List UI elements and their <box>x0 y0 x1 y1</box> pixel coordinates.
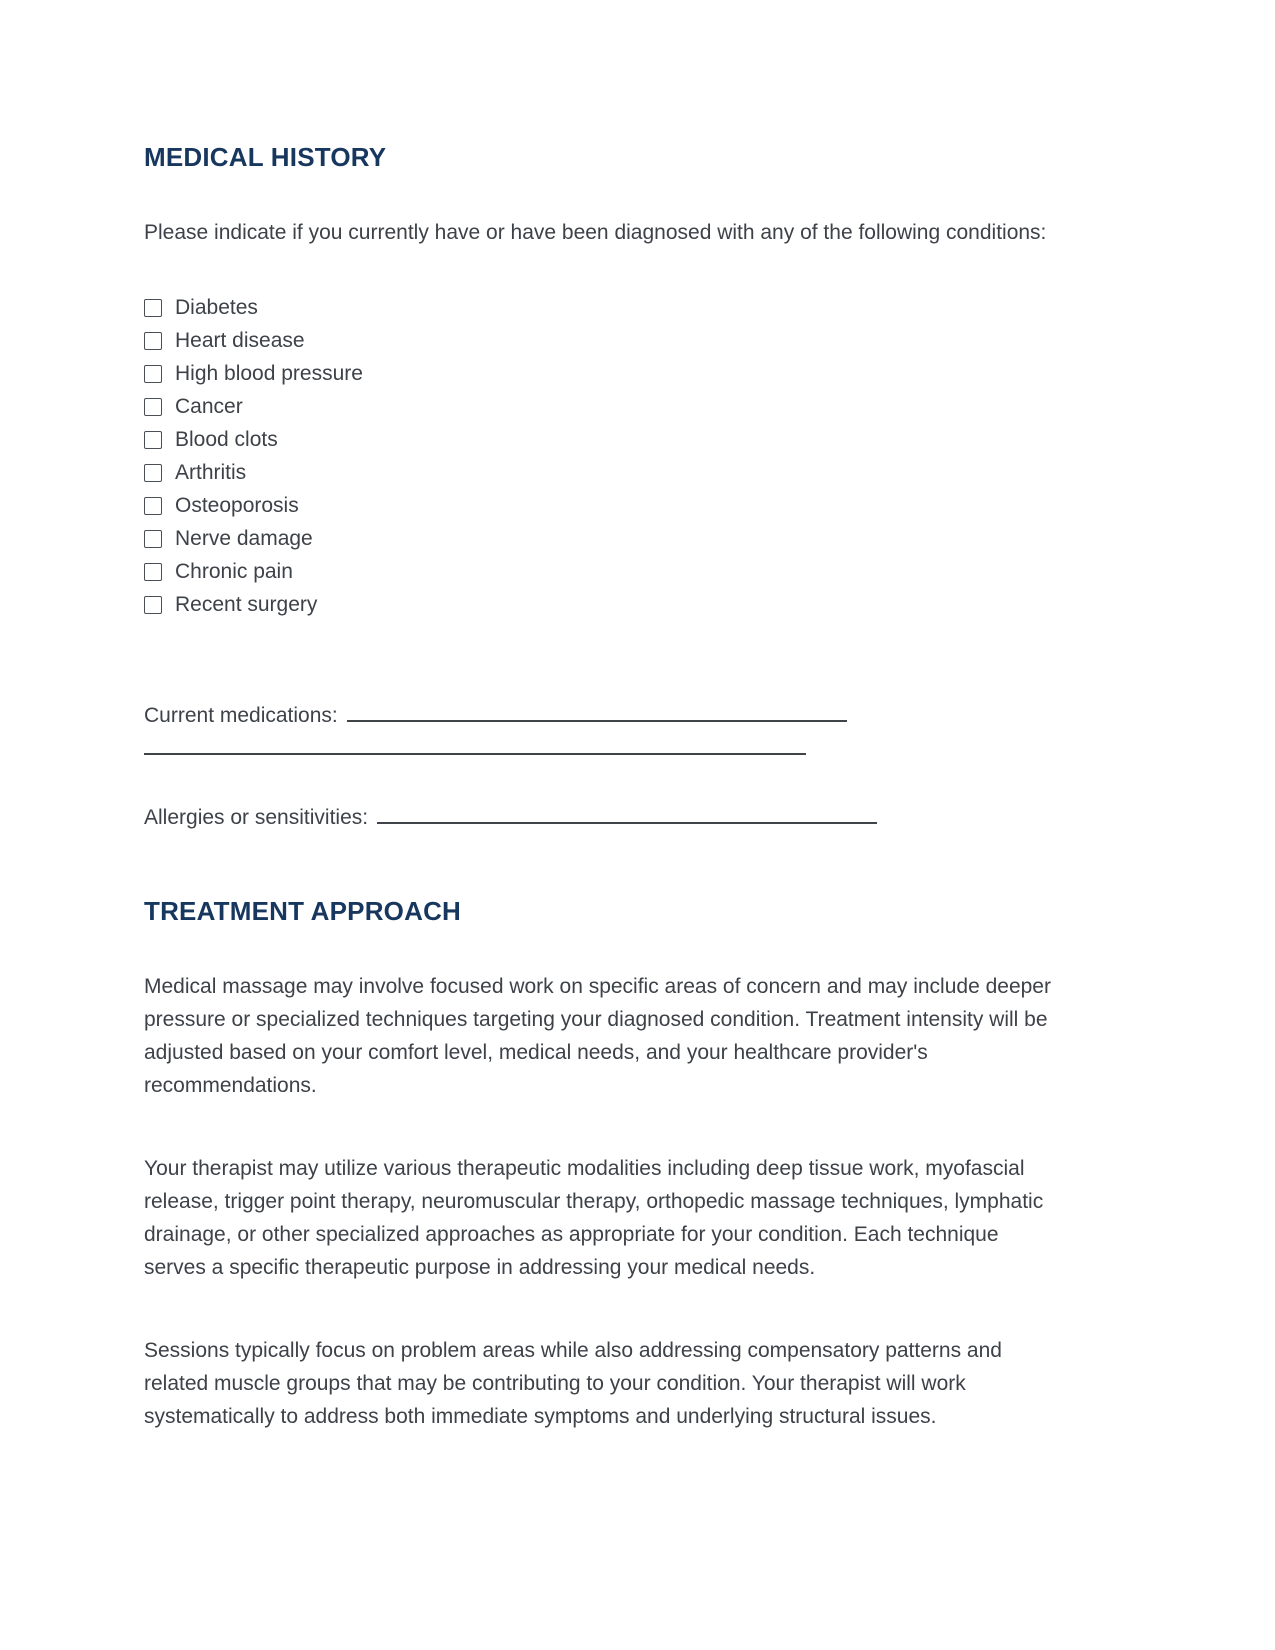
condition-list-item <box>144 390 1064 423</box>
condition-list-item <box>144 423 1064 456</box>
condition-label: Diabetes <box>175 296 258 319</box>
condition-checkbox[interactable] <box>144 530 162 548</box>
allergies-field <box>144 801 1064 834</box>
condition-label: Recent surgery <box>175 593 318 616</box>
current-medications-field <box>144 699 1064 732</box>
condition-list-item <box>144 522 1064 555</box>
treatment-paragraph-2: Your therapist may utilize various therapeutic modalities including deep tissue work, myofascial release, trigger point therapy, neuromuscular therapy, orthopedic massage techniques, lymphatic drainage, or other specialized approaches as appropriate for your condition. Each technique serves a specific therapeutic purpose in addressing your medical needs. <box>144 1157 1044 1279</box>
condition-list-item <box>144 456 1064 489</box>
condition-label: Heart disease <box>175 329 305 352</box>
treatment-approach-heading: TREATMENT APPROACH <box>144 896 462 926</box>
condition-checkbox[interactable] <box>144 563 162 581</box>
condition-label: High blood pressure <box>175 362 363 385</box>
conditions-checklist <box>144 291 1064 621</box>
current-medications-input-line-2[interactable] <box>144 753 806 755</box>
medical-history-intro-text: Please indicate if you currently have or have been diagnosed with any of the following conditions: <box>144 221 1047 244</box>
condition-label: Arthritis <box>175 461 247 484</box>
condition-checkbox[interactable] <box>144 497 162 515</box>
condition-checkbox[interactable] <box>144 596 162 614</box>
condition-checkbox[interactable] <box>144 365 162 383</box>
condition-label: Blood clots <box>175 428 278 451</box>
condition-list-item <box>144 324 1064 357</box>
treatment-paragraph-1: Medical massage may involve focused work on specific areas of concern and may include deeper pressure or specialized techniques targeting your diagnosed condition. Treatment intensity will be adjusted based on your comfort level, medical needs, and your healthcare provider's recommendations. <box>144 975 1051 1097</box>
condition-checkbox[interactable] <box>144 464 162 482</box>
treatment-paragraphs <box>144 970 1064 1433</box>
condition-checkbox[interactable] <box>144 398 162 416</box>
condition-list-item <box>144 555 1064 588</box>
condition-label: Cancer <box>175 395 243 418</box>
condition-list-item <box>144 291 1064 324</box>
condition-checkbox[interactable] <box>144 431 162 449</box>
medical-history-heading: MEDICAL HISTORY <box>144 142 387 172</box>
condition-label: Osteoporosis <box>175 494 299 517</box>
condition-label: Nerve damage <box>175 527 313 550</box>
condition-list-item <box>144 588 1064 621</box>
treatment-paragraph-3: Sessions typically focus on problem areas while also addressing compensatory patterns and related muscle groups that may be contributing to your condition. Your therapist will work systematically to address both immediate symptoms and underlying structural issues. <box>144 1339 1002 1428</box>
current-medications-input-line[interactable] <box>347 707 847 722</box>
condition-list-item <box>144 357 1064 390</box>
allergies-input-line[interactable] <box>377 809 877 824</box>
condition-label: Chronic pain <box>175 560 293 583</box>
current-medications-label: Current medications: <box>144 704 338 727</box>
condition-checkbox[interactable] <box>144 299 162 317</box>
allergies-label: Allergies or sensitivities: <box>144 806 369 829</box>
condition-list-item <box>144 489 1064 522</box>
condition-checkbox[interactable] <box>144 332 162 350</box>
